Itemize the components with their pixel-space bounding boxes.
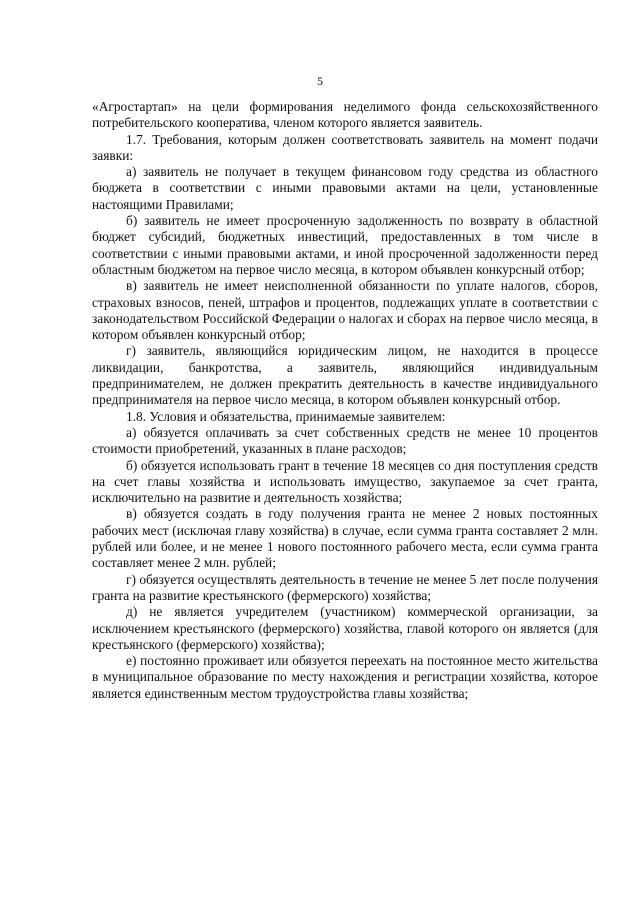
section-1-8-heading: 1.8. Условия и обязательства, принимаемые заявителем: (126, 408, 446, 424)
requirement-b: б) заявитель не имеет просроченную задолженность по возврату в областной бюджет субсидий, бюджетных инвестиций, предоставленных в том числе в соответствии с иными правовыми актами, и иной просроченной задолженности перед областным бюджетом на первое число месяца, в котором объявлен конкурсный отбор; (92, 213, 598, 277)
requirement-v: в) заявитель не имеет неисполненной обязанности по уплате налогов, сборов, страховых взносов, пеней, штрафов и процентов, подлежащих уплате в соответствии с законодательством Российской Федерации о налогах и сборах на первое число месяца, в котором объявлен конкурсный отбор; (92, 278, 598, 343)
document-body (92, 99, 598, 702)
obligation-e: е) постоянно проживает или обязуется переехать на постоянное место жительства в муниципальное образование по месту нахождения и регистрации хозяйства, которое является единственным местом трудоустройства главы хозяйства; (92, 653, 598, 701)
section-1-7-heading: 1.7. Требования, которым должен соответствовать заявитель на момент подачи заявки: (92, 131, 598, 163)
paragraph-agrostartap-fund: «Агростартап» на цели формирования неделимого фонда сельскохозяйственного потребительского кооператива, членом которого является заявитель. (92, 99, 598, 131)
requirement-a: а) заявитель не получает в текущем финансовом году средства из областного бюджета в соответствии с иными правовыми актами на цели, установленные настоящими Правилами; (92, 164, 598, 212)
obligation-b: б) обязуется использовать грант в течение 18 месяцев со дня поступления средств на счет главы хозяйства и использовать имущество, закупаемое за счет гранта, исключительно на развитие и деятельность хозяйства; (92, 457, 598, 506)
page-number: 5 (317, 74, 323, 88)
obligation-v: в) обязуется создать в году получения гранта не менее 2 новых постоянных рабочих мест (исключая главу хозяйства) в случае, если сумма гранта составляет 2 млн. рублей или более, и не менее 1 нового постоянного рабочего места, если сумма гранта составляет менее 2 млн. рублей; (92, 506, 598, 571)
obligation-d: д) не является учредителем (участником) коммерческой организации, за исключением крестьянского (фермерского) хозяйства, главой которого он является (для крестьянского (фермерского) хозяйства); (92, 604, 598, 652)
obligation-a: а) обязуется оплачивать за счет собственных средств не менее 10 процентов стоимости приобретений, указанных в плане расходов; (92, 424, 598, 457)
requirement-g: г) заявитель, являющийся юридическим лицом, не находится в процессе ликвидации, банкротства, а заявитель, являющийся индивидуальным предпринимателем, не должен прекратить деятельность в качестве индивидуального предпринимателя на первое число месяца, в котором объявлен конкурсный отбор. (92, 343, 598, 408)
obligation-g: г) обязуется осуществлять деятельность в течение не менее 5 лет после получения гранта на развитие крестьянского (фермерского) хозяйства; (92, 571, 598, 603)
